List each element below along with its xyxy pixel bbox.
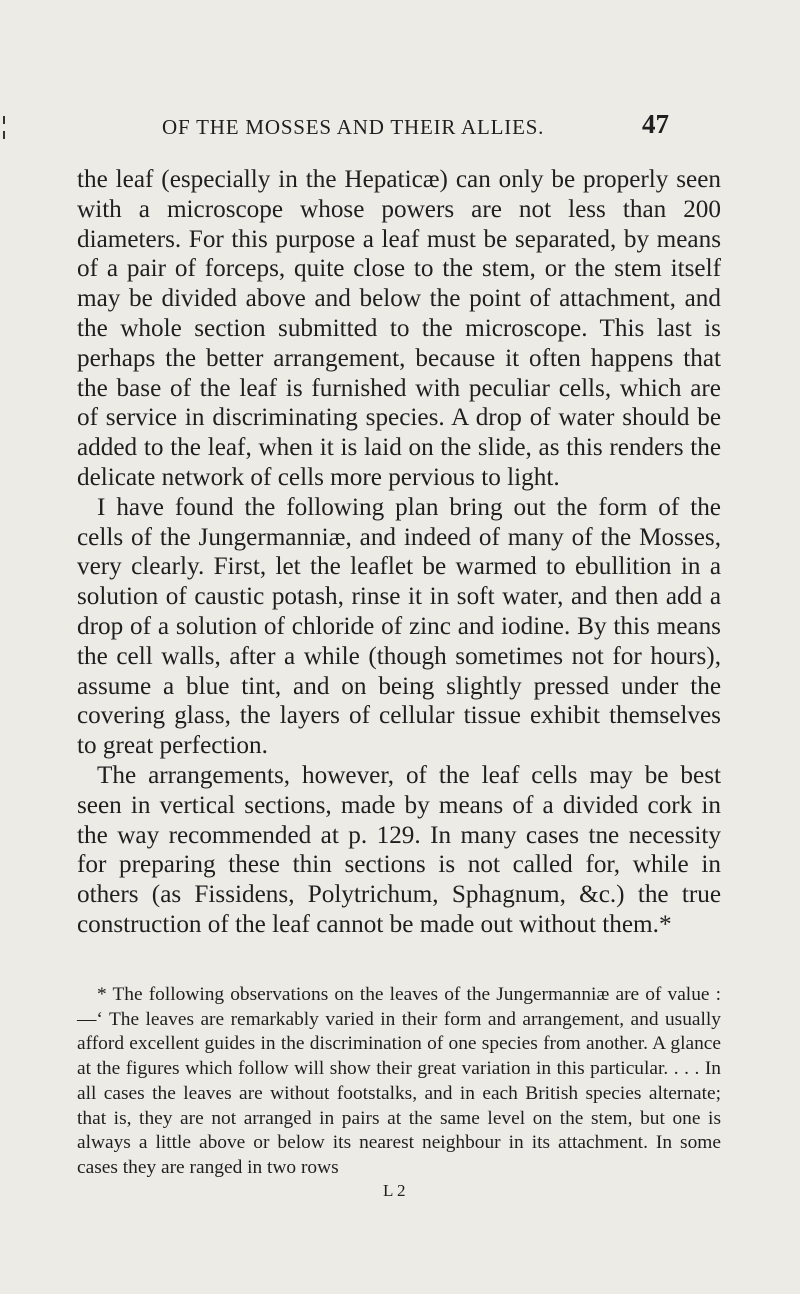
page-header bbox=[0, 109, 800, 155]
running-head: OF THE MOSSES AND THEIR ALLIES. bbox=[162, 115, 545, 139]
body-paragraph: the leaf (especially in the Hepaticæ) can only be properly seen with a microscope whose powers are not less than 200 diameters. For this purpose a leaf must be separated, by means of a pair of forceps, quite close to the stem, or the stem itself may be divided above and below the point of attachment, and the whole section submitted to the microscope. This last is perhaps the better arrangement, because it often happens that the base of the leaf is furnished with peculiar cells, which are of service in discriminating species. A drop of water should be added to the leaf, when it is laid on the slide, as this renders the delicate network of cells more pervious to light. bbox=[77, 166, 721, 491]
footnote-text: * The following observations on the leaves of the Jungermanniæ are of value :—‘ The leaves are remarkably varied in their form and arrangement, and usually afford excellent guides in the discrimination of one species from another. A glance at the figures which follow will show their great variation in this particular. . . . In all cases the leaves are without footstalks, and in each British species alternate; that is, they are not arranged in pairs at the same level on the stem, but one is always a little above or below its nearest neighbour in its attachment. In some cases they are ranged in two rows bbox=[77, 984, 721, 1178]
body-paragraph: The arrangements, however, of the leaf cells may be best seen in vertical sections, made by means of a divided cork in the way recommended at p. 129. In many cases tne necessity for preparing these thin sections is not called for, while in others (as Fissidens, Polytrichum, Sphagnum, &c.) the true construction of the leaf cannot be made out without them.* bbox=[77, 761, 721, 938]
footnote bbox=[77, 983, 721, 1181]
page-number: 47 bbox=[642, 109, 669, 139]
signature-mark: L 2 bbox=[383, 1181, 406, 1200]
body-text bbox=[77, 165, 721, 940]
body-paragraph: I have found the following plan bring out the form of the cells of the Jungermanniæ, and indeed of many of the Mosses, very clearly. First, let the leaflet be warmed to ebullition in a solution of caustic potash, rinse it in soft water, and then add a drop of a solution of chloride of zinc and iodine. By this means the cell walls, after a while (though sometimes not for hours), assume a blue tint, and on being slightly pressed under the covering glass, the layers of cellular tissue exhibit themselves to great perfection. bbox=[77, 493, 721, 760]
